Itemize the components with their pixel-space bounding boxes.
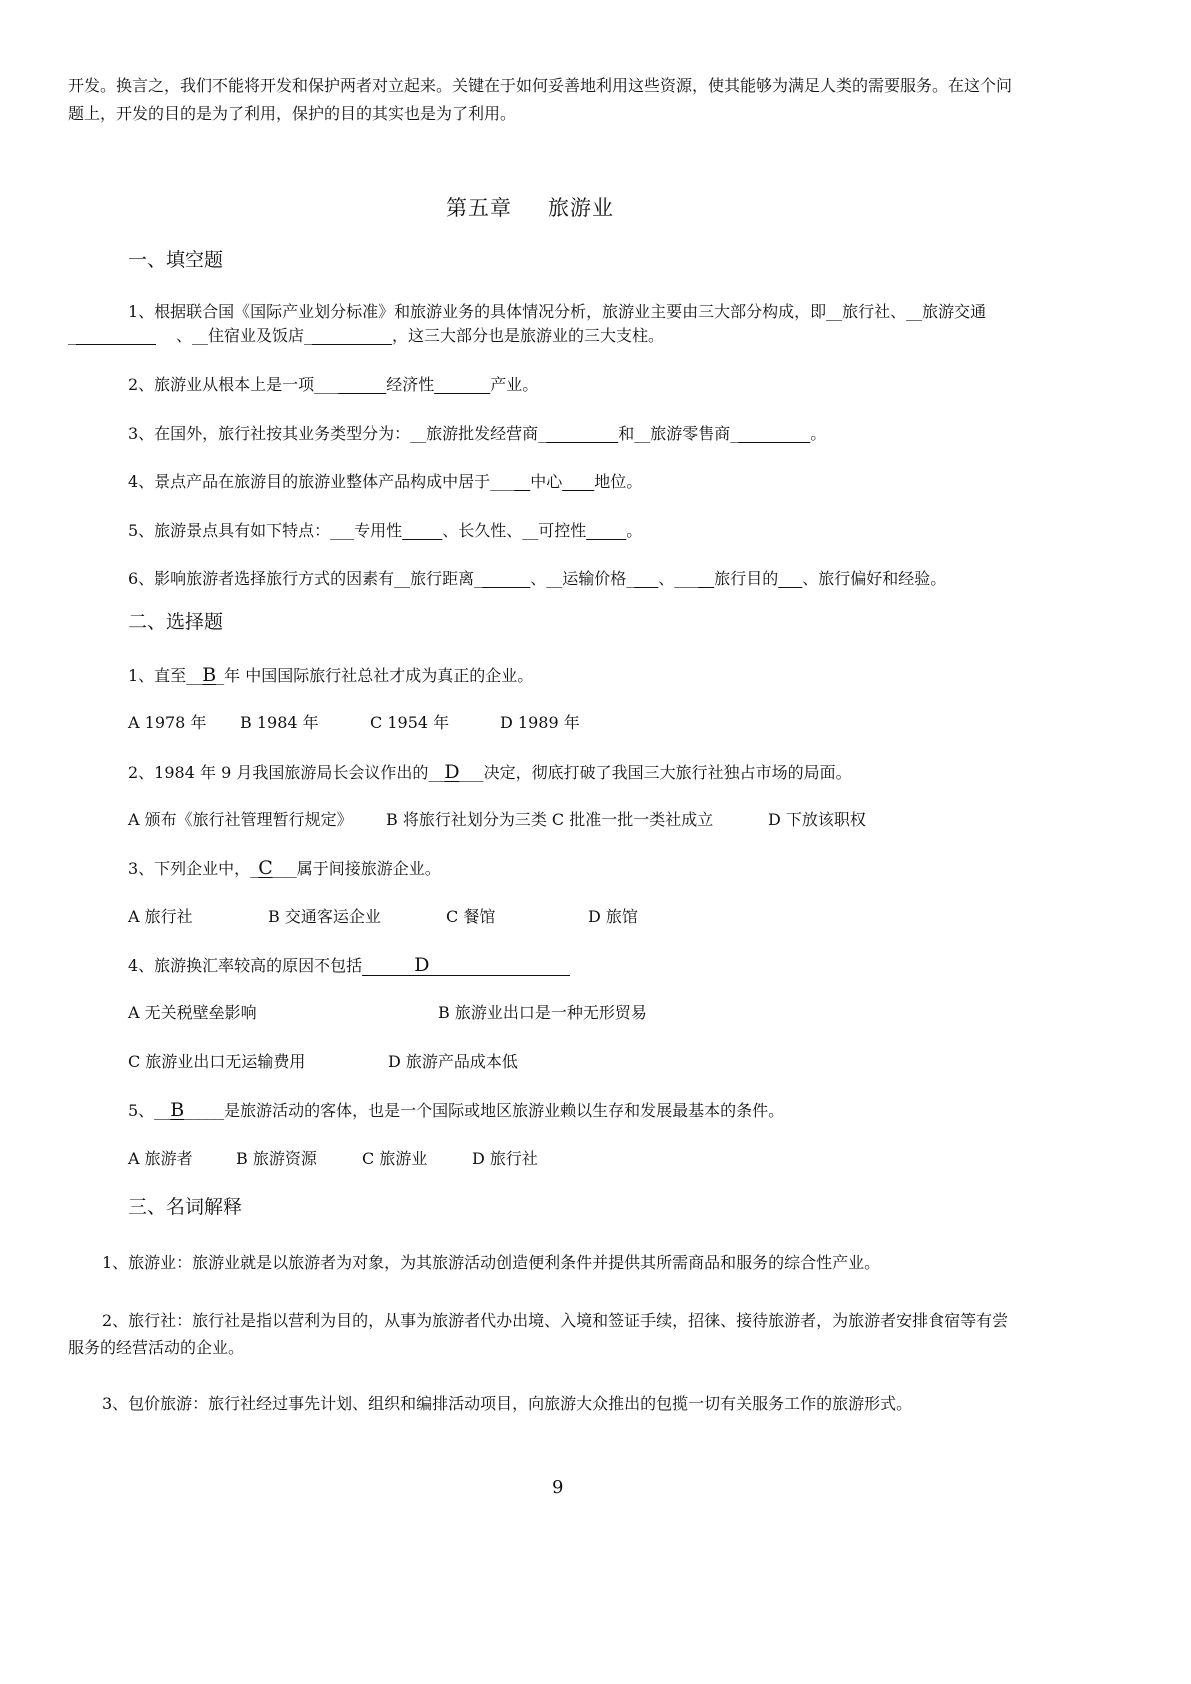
chapter-name: 旅游业 bbox=[548, 196, 614, 220]
answer-blank: __ bbox=[698, 569, 715, 588]
paragraph-line: 题上，开发的目的是为了利用，保护的目的其实也是为了利用。 bbox=[68, 104, 517, 123]
choice-question-2: 2、1984 年 9 月我国旅游局长会议作出的__D___决定，彻底打破了我国三大旅行社独占市场的局面。 bbox=[128, 761, 852, 783]
option: B 交通客运企业 bbox=[268, 907, 381, 926]
answer-blank: ______ bbox=[338, 375, 387, 394]
section-heading-fill: 一、填空题 bbox=[128, 249, 224, 271]
term-definition-2: 2、旅行社：旅行社是指以营利为目的，从事为旅游者代办出境、入境和签证手续，招徕、接待旅游者，为旅游者安排食宿等有尝 bbox=[102, 1311, 1009, 1330]
chapter-number: 第五章 bbox=[446, 196, 512, 220]
option: B 1984 年 bbox=[240, 713, 319, 732]
answer-blank: __________ bbox=[76, 326, 156, 345]
option: C 旅游业出口无运输费用 bbox=[128, 1052, 306, 1071]
choice-question-4: 4、旅游换汇率较高的原因不包括 D bbox=[128, 955, 570, 976]
answer-blank: ____ bbox=[562, 472, 595, 491]
choice-question-1: 1、直至__B_年 中国国际旅行社总社才成为真正的企业。 bbox=[128, 664, 534, 686]
term-definition-2-cont: 服务的经营活动的企业。 bbox=[68, 1338, 245, 1357]
answer-blank: ______ bbox=[482, 569, 531, 588]
answer-blank: _________ bbox=[546, 424, 619, 443]
option: A 1978 年 bbox=[128, 713, 207, 732]
choice-question-3: 3、下列企业中，_C___属于间接旅游企业。 bbox=[128, 857, 441, 879]
option: D 旅行社 bbox=[472, 1149, 538, 1168]
answer-letter: D bbox=[444, 761, 460, 783]
answer-letter: D bbox=[414, 954, 430, 976]
answer-blank: __ bbox=[514, 472, 531, 491]
option: B 将旅行社划分为三类 C 批准一批一类社成立 bbox=[386, 810, 714, 829]
fill-question-2: 2、旅游业从根本上是一项_________经济性_______产业。 bbox=[128, 375, 539, 394]
answer-letter: B bbox=[170, 1099, 185, 1121]
answer-text: 经济性 bbox=[386, 375, 435, 394]
answer-blank: ___ bbox=[778, 569, 803, 588]
answer-blank: _____ bbox=[586, 521, 627, 540]
answer-blank: _______ bbox=[434, 375, 491, 394]
option: A 颁布《旅行社管理暂行规定》 bbox=[128, 810, 353, 829]
option: C 旅游业 bbox=[362, 1149, 428, 1168]
answer-letter: B bbox=[202, 664, 217, 686]
option: C 1954 年 bbox=[370, 713, 450, 732]
answer-blank bbox=[362, 955, 570, 976]
option: B 旅游业出口是一种无形贸易 bbox=[438, 1003, 647, 1022]
option: C 餐馆 bbox=[446, 907, 496, 926]
fill-question-6: 6、影响旅游者选择旅行方式的因素有__旅行距离_______、__运输价格____、_____旅行目的___、旅行偏好和经验。 bbox=[128, 569, 947, 588]
section-heading-choice: 二、选择题 bbox=[128, 611, 224, 633]
answer-blank: _________ bbox=[738, 424, 811, 443]
page-number: 9 bbox=[552, 1477, 564, 1498]
fill-question-5: 5、旅游景点具有如下特点：___专用性_____、长久性、__可控性_____。 bbox=[128, 521, 643, 540]
option: D 旅游产品成本低 bbox=[388, 1052, 518, 1071]
option: A 旅行社 bbox=[128, 907, 193, 926]
section-heading-terms: 三、名词解释 bbox=[128, 1196, 243, 1218]
paragraph-line: 开发。换言之，我们不能将开发和保护两者对立起来。关键在于如何妥善地利用这些资源，使其能够为满足人类的需要服务。在这个问 bbox=[68, 76, 1013, 95]
choice-question-5: 5、__B_____是旅游活动的客体，也是一个国际或地区旅游业赖以生存和发展最基本的条件。 bbox=[128, 1099, 785, 1121]
answer-letter: C bbox=[258, 857, 273, 879]
answer-blank: ___ bbox=[634, 569, 659, 588]
fill-question-3: 3、在国外，旅行社按其业务类型分为：__旅游批发经营商__________和__旅游零售商__________。 bbox=[128, 424, 827, 443]
answer-blank: __________ bbox=[312, 326, 393, 345]
fill-question-1-cont: ___________ 、__住宿业及饭店___________，这三大部分也是旅游业的三大支柱。 bbox=[68, 326, 665, 345]
answer-blank: _____ bbox=[402, 521, 443, 540]
answer-text: 中心 bbox=[530, 472, 563, 491]
option: D 旅馆 bbox=[588, 907, 638, 926]
fill-question-1: 1、根据联合国《国际产业划分标准》和旅游业务的具体情况分析，旅游业主要由三大部分构成，即__旅行社、__旅游交通 bbox=[128, 302, 987, 321]
option: A 无关税壁垒影响 bbox=[128, 1003, 257, 1022]
term-definition-1: 1、旅游业：旅游业就是以旅游者为对象，为其旅游活动创造便利条件并提供其所需商品和服务的综合性产业。 bbox=[102, 1253, 881, 1272]
fill-question-4: 4、景点产品在旅游目的旅游业整体产品构成中居于_____中心____地位。 bbox=[128, 472, 643, 491]
option: A 旅游者 bbox=[128, 1149, 193, 1168]
option: B 旅游资源 bbox=[236, 1149, 317, 1168]
option: D 1989 年 bbox=[500, 713, 580, 732]
option: D 下放该职权 bbox=[768, 810, 866, 829]
term-definition-3: 3、包价旅游：旅行社经过事先计划、组织和编排活动项目，向旅游大众推出的包揽一切有关服务工作的旅游形式。 bbox=[102, 1394, 913, 1413]
answer-text: 旅行目的 bbox=[714, 569, 779, 588]
chapter-title bbox=[446, 198, 614, 218]
